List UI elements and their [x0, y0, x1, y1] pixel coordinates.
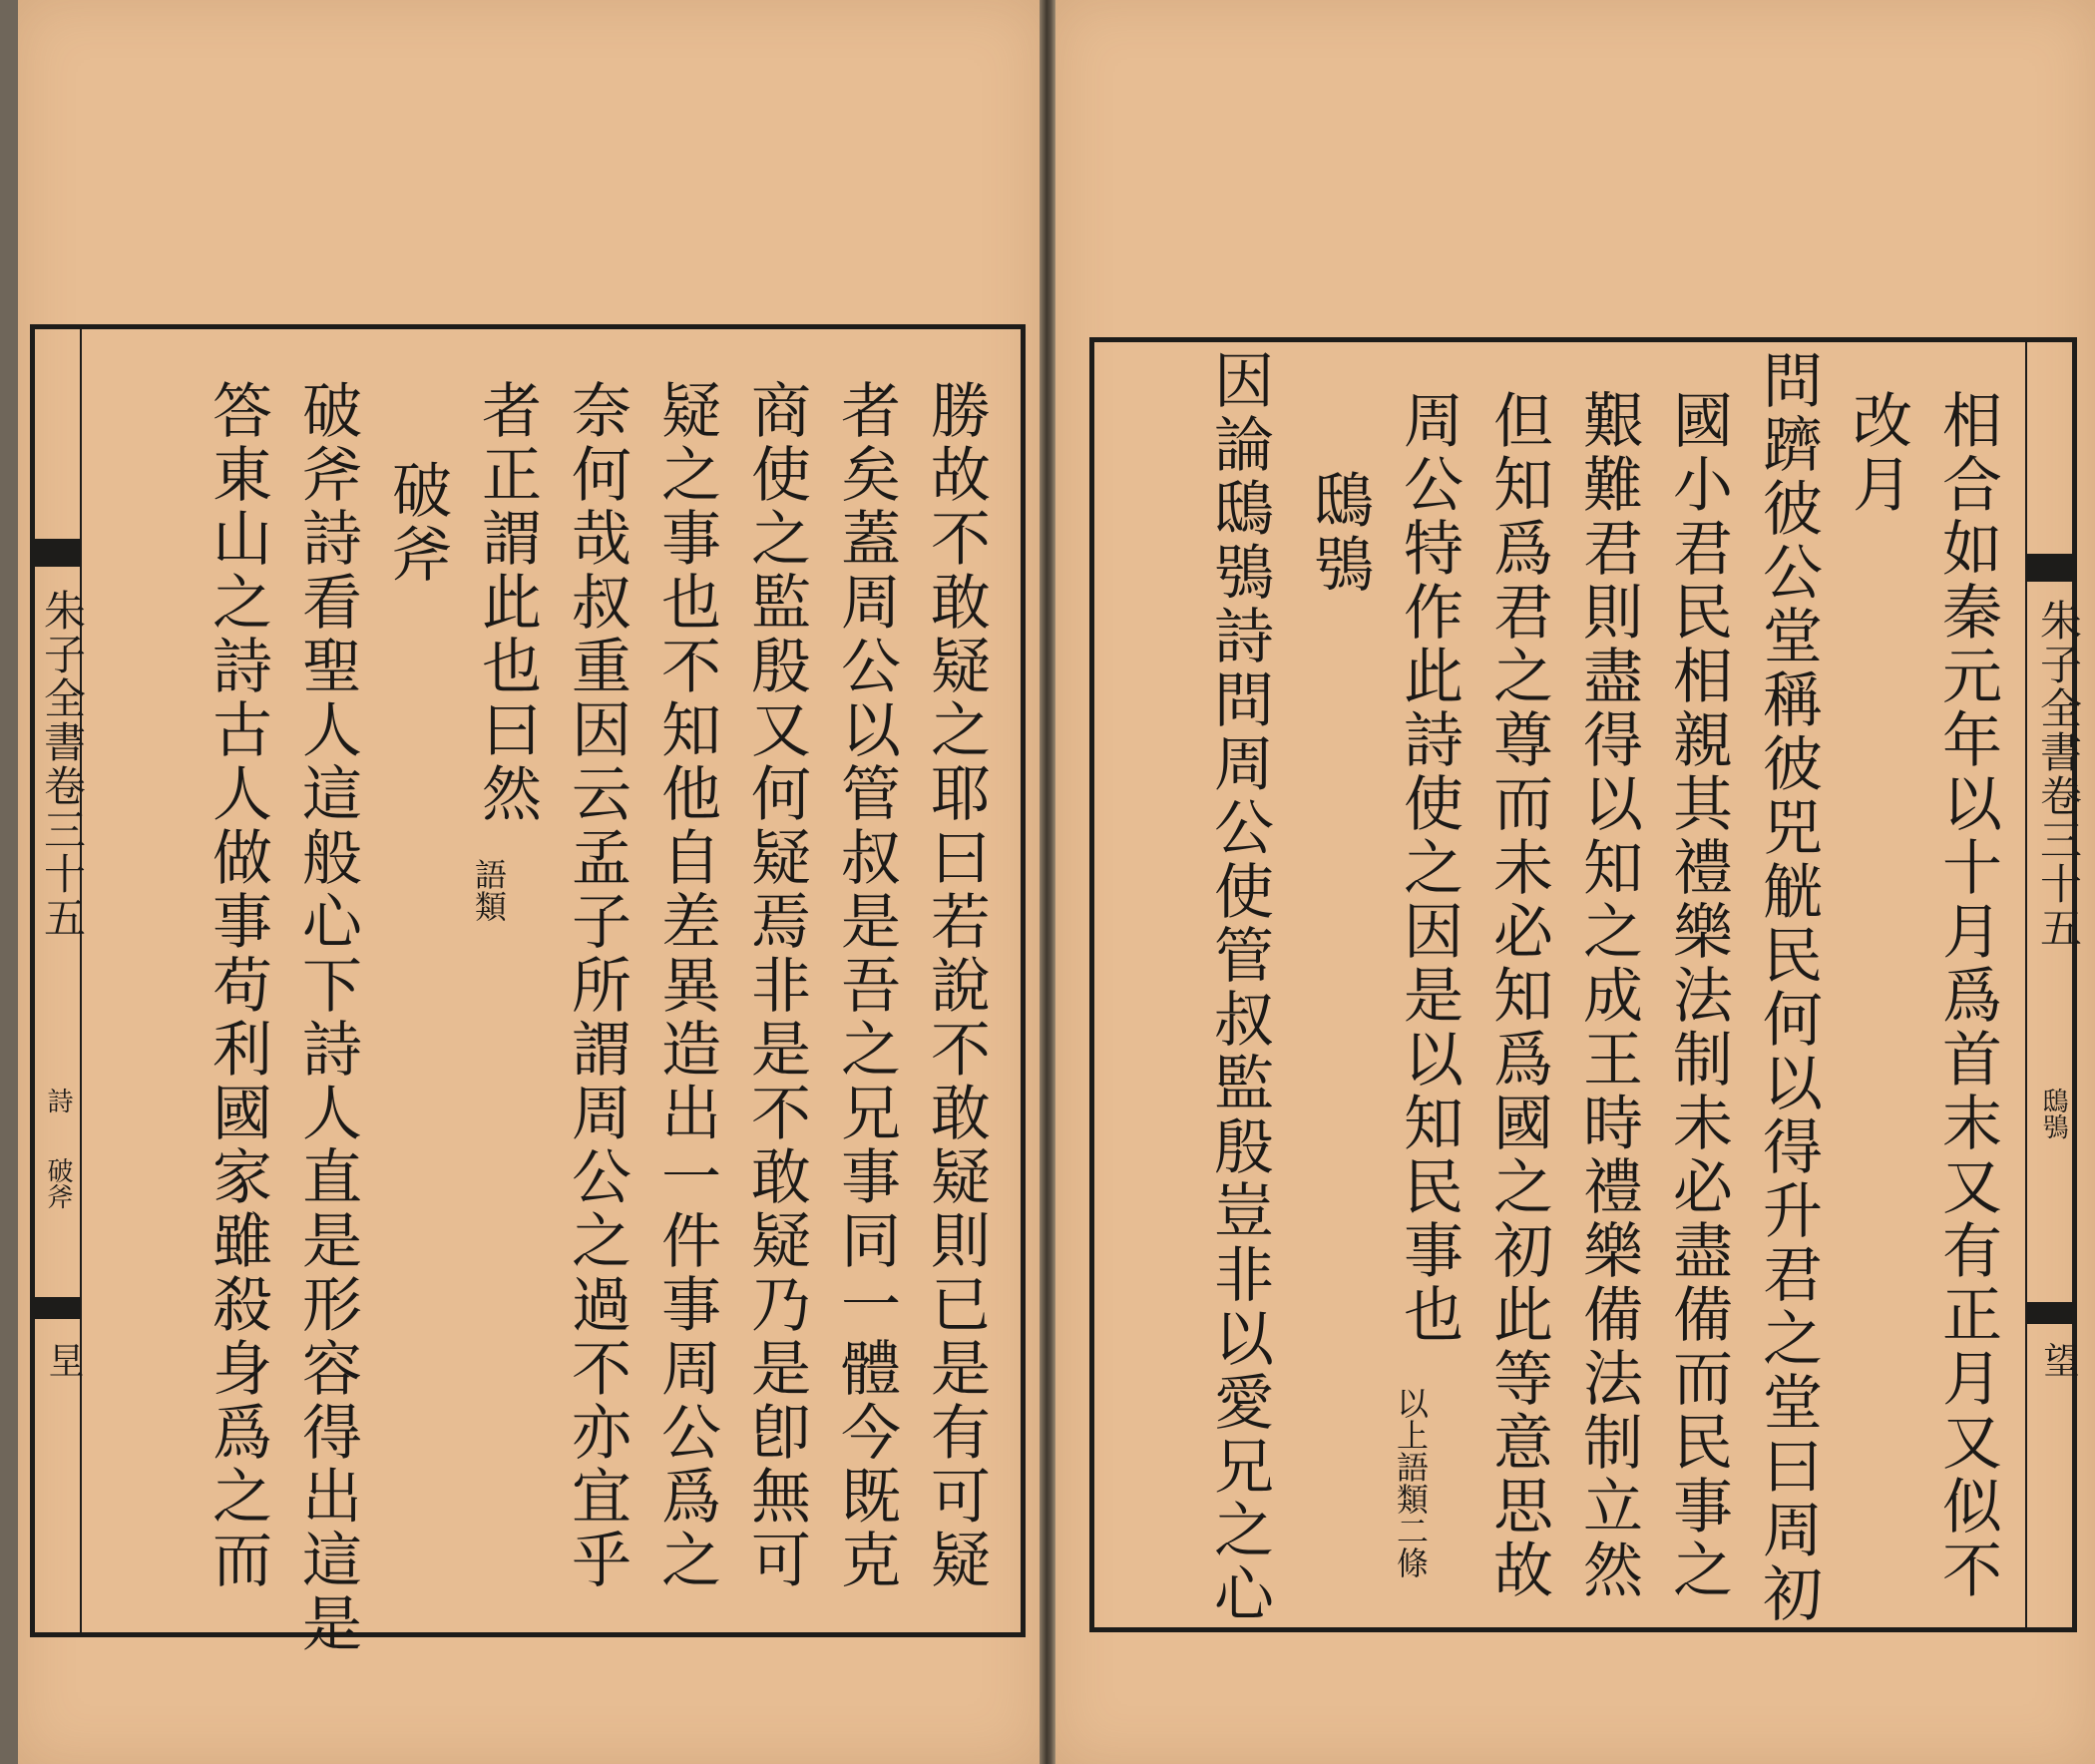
right-heading-chixiao: 鴟鴞: [1304, 469, 1374, 597]
right-banxin-rule: [2025, 342, 2027, 1627]
book-gutter: [1040, 0, 1055, 1764]
right-banxin-subsection: 鴟鴞: [2038, 1088, 2068, 1139]
left-banxin-section: 詩: [43, 1088, 73, 1113]
right-lower-fishtail: [2027, 1302, 2072, 1324]
right-page: [1055, 0, 2095, 1764]
right-note-yulei: 以上語類二條: [1392, 1387, 1430, 1578]
right-col-2: 改月: [1843, 389, 1912, 517]
left-banxin-title: 朱子全書卷三十五: [38, 589, 87, 940]
left-page: [18, 0, 1040, 1764]
left-col-8: 破斧詩看聖人這般心下詩人直是形容得出這是: [292, 379, 362, 1656]
left-banxin-folio: 圼: [43, 1342, 84, 1378]
right-col-1: 相合如秦元年以十月爲首末又有正月又似不: [1932, 389, 2002, 1602]
right-banxin-title: 朱子全書卷三十五: [2034, 599, 2083, 950]
left-col-4: 疑之事也不知他自差異造出一件事周公爲之: [651, 379, 721, 1592]
right-col-3: 問躋彼公堂稱彼兕觥民何以得升君之堂曰周初: [1753, 349, 1823, 1626]
left-col-2: 者矣蓋周公以管叔是吾之兄事同一體今既克: [831, 379, 901, 1592]
left-heading-pofu: 破斧: [382, 459, 452, 587]
right-col-6: 但知爲君之尊而未必知爲國之初此等意思故: [1483, 389, 1553, 1602]
right-col-9: 因論鴟鴞詩問周公使管叔監殷豈非以愛兄之心: [1204, 349, 1274, 1626]
left-col-6: 者正謂此也曰然: [472, 379, 542, 826]
right-banxin-folio: 望: [2038, 1342, 2079, 1378]
right-col-5: 艱難君則盡得以知之成王時禮樂備法制立然: [1573, 389, 1643, 1602]
left-columns: [98, 379, 1016, 1656]
left-banxin-rule: [80, 329, 82, 1632]
left-col-1: 勝故不敢疑之耶曰若說不敢疑則已是有可疑: [921, 379, 991, 1592]
right-upper-fishtail: [2027, 554, 2072, 582]
right-col-4: 國小君民相親其禮樂法制未必盡備而民事之: [1663, 389, 1733, 1602]
left-upper-fishtail: [35, 539, 80, 567]
left-lower-fishtail: [35, 1297, 80, 1319]
left-col-3: 商使之監殷又何疑焉非是不敢疑乃是卽無可: [741, 379, 811, 1592]
right-col-7: 周公特作此詩使之因是以知民事也: [1394, 389, 1464, 1347]
left-col-9: 答東山之詩古人做事苟利國家雖殺身爲之而: [203, 379, 272, 1592]
left-note-yulei: 語類: [470, 858, 508, 922]
left-banxin-subsection: 破斧: [43, 1157, 73, 1209]
right-columns: [1099, 349, 2017, 1626]
left-col-5: 奈何哉叔重因云孟子所謂周公之過不亦宜乎: [562, 379, 631, 1592]
